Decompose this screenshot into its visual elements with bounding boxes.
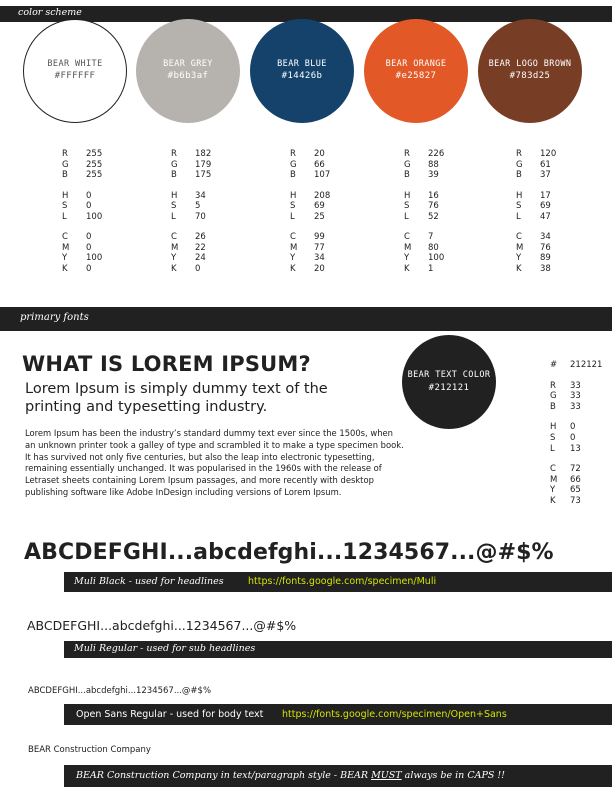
label-k: K (404, 263, 410, 274)
value-g: 33 (570, 391, 581, 402)
font-specimen-open-sans: ABCDEFGHI...abcdefghi...1234567...@#$% (28, 686, 212, 696)
value-hash: 212121 (570, 360, 603, 370)
swatch-bear-orange (364, 19, 468, 123)
hsl-values (404, 191, 444, 223)
label-b: B (171, 170, 177, 180)
value-m: 76 (540, 242, 551, 253)
value-s: 0 (86, 201, 92, 211)
label-c: C (171, 232, 177, 242)
color-scheme-heading: color scheme (18, 7, 82, 18)
label-g: G (516, 159, 523, 170)
sample-subhead: Lorem Ipsum is simply dummy text of the printing and typesetting industry. (25, 381, 328, 415)
label-h: H (550, 422, 557, 433)
value-r: 20 (314, 149, 325, 159)
label-l: L (404, 211, 409, 222)
swatch-hex: #FFFFFF (54, 71, 96, 82)
label-s: S (516, 201, 522, 211)
label-k: K (171, 263, 177, 274)
label-b: B (290, 170, 296, 180)
value-g: 88 (428, 159, 439, 170)
label-g: G (404, 159, 411, 170)
value-l: 70 (195, 211, 206, 222)
value-r: 182 (195, 149, 212, 159)
value-c: 0 (86, 232, 92, 242)
label-g: G (550, 391, 557, 402)
label-s: S (62, 201, 68, 211)
label-s: S (171, 201, 177, 211)
value-l: 100 (86, 211, 103, 222)
swatch-hex: #14426b (281, 71, 323, 82)
swatch-name: BEAR BLUE (277, 59, 327, 70)
label-b: B (516, 170, 522, 180)
label-h: H (404, 190, 411, 201)
value-l: 25 (314, 211, 325, 222)
font-specimen-muli-regular: ABCDEFGHI...abcdefghi...1234567...@#$% (27, 618, 297, 633)
value-r: 120 (540, 149, 557, 159)
label-c: C (404, 232, 410, 242)
swatch-hex: #b6b3af (167, 71, 209, 82)
label-k: K (550, 495, 556, 506)
hsl-values (550, 422, 602, 454)
sample-body-paragraph: Lorem Ipsum has been the industry’s standard dummy text ever since the 1500s, when an unknown printer took a galley of type and scrambled it to make a type specimen book. It has survived not only five centuries, but also the leap into electronic typesetting, remaining essentially unchanged. It was popularised in the 1960s with the release of Letraset sheets containing Lorem Ipsum passages, and more recently with desktop publishing software like Adobe InDesign including versions of Lorem Ipsum. (25, 428, 404, 497)
label-y: Y (516, 253, 522, 263)
value-b: 255 (86, 170, 103, 180)
label-g: G (171, 159, 178, 170)
value-r: 226 (428, 149, 445, 159)
value-l: 47 (540, 211, 551, 222)
value-h: 16 (428, 190, 439, 201)
value-y: 34 (314, 253, 325, 263)
label-hash: # (550, 360, 558, 370)
label-g: G (62, 159, 69, 170)
hsl-values (171, 191, 211, 223)
hsl-values (516, 191, 556, 223)
label-l: L (290, 211, 295, 222)
color-values-bear-logo-brown (516, 149, 556, 284)
rgb-values (62, 149, 102, 181)
value-k: 73 (570, 495, 581, 506)
label-r: R (404, 149, 410, 159)
value-b: 107 (314, 170, 331, 180)
label-b: B (550, 401, 556, 412)
value-s: 76 (428, 201, 439, 211)
company-note (76, 770, 505, 781)
swatch-name: BEAR TEXT COLOR (407, 369, 491, 380)
hash-value (550, 360, 602, 371)
label-r: R (171, 149, 177, 159)
label-k: K (516, 263, 522, 274)
color-values-bear-text (550, 360, 602, 517)
label-s: S (290, 201, 296, 211)
font-label-muli-regular: Muli Regular - used for sub headlines (74, 643, 256, 654)
label-m: M (404, 242, 412, 253)
value-s: 5 (195, 201, 201, 211)
swatch-name: BEAR GREY (163, 59, 213, 70)
label-r: R (516, 149, 522, 159)
sample-headline: WHAT IS LOREM IPSUM? (22, 352, 311, 376)
swatch-hex: #783d25 (509, 71, 551, 82)
cmyk-values (550, 464, 602, 506)
label-h: H (290, 190, 297, 201)
value-c: 99 (314, 232, 325, 242)
label-c: C (62, 232, 68, 242)
rgb-values (404, 149, 444, 181)
value-c: 72 (570, 464, 581, 475)
value-g: 255 (86, 159, 103, 170)
label-y: Y (290, 253, 296, 263)
value-m: 22 (195, 242, 206, 253)
label-c: C (550, 464, 556, 475)
cmyk-values (516, 232, 556, 274)
value-y: 100 (86, 253, 103, 263)
value-h: 0 (86, 190, 92, 201)
hsl-values (62, 191, 102, 223)
value-h: 0 (570, 422, 576, 433)
swatch-bear-text-color (402, 335, 496, 429)
label-h: H (62, 190, 69, 201)
font-specimen-muli-black: ABCDEFGHI...abcdefghi...1234567...@#$% (24, 540, 554, 565)
color-values-bear-white (62, 149, 102, 284)
label-y: Y (171, 253, 177, 263)
value-s: 0 (570, 432, 576, 443)
label-m: M (550, 474, 558, 485)
label-l: L (516, 211, 521, 222)
rgb-values (550, 381, 602, 413)
label-m: M (290, 242, 298, 253)
value-g: 179 (195, 159, 212, 170)
label-k: K (62, 263, 68, 274)
label-g: G (290, 159, 297, 170)
label-c: C (516, 232, 522, 242)
value-s: 69 (540, 201, 551, 211)
font-label-open-sans: Open Sans Regular - used for body text (76, 709, 264, 720)
font-label-bar-open-sans (64, 704, 612, 725)
label-y: Y (404, 253, 410, 263)
font-label-muli-black: Muli Black - used for headlines (74, 576, 224, 587)
swatch-bear-white (23, 19, 127, 123)
value-s: 69 (314, 201, 325, 211)
value-y: 89 (540, 253, 551, 263)
swatch-hex: #e25827 (395, 71, 437, 82)
swatch-bear-blue (250, 19, 354, 123)
label-k: K (290, 263, 296, 274)
swatch-name: BEAR WHITE (47, 59, 103, 70)
value-y: 24 (195, 253, 206, 263)
value-c: 26 (195, 232, 206, 242)
value-k: 0 (195, 263, 201, 274)
color-values-bear-grey (171, 149, 211, 284)
value-b: 37 (540, 170, 551, 180)
rgb-values (290, 149, 330, 181)
cmyk-values (290, 232, 330, 274)
value-r: 255 (86, 149, 103, 159)
label-y: Y (62, 253, 68, 263)
label-r: R (290, 149, 296, 159)
cmyk-values (171, 232, 211, 274)
company-note-bar (64, 765, 612, 787)
value-y: 100 (428, 253, 445, 263)
swatch-bear-grey (136, 19, 240, 123)
value-h: 34 (195, 190, 206, 201)
font-label-bar-muli-regular (64, 641, 612, 658)
value-k: 38 (540, 263, 551, 274)
value-h: 17 (540, 190, 551, 201)
label-l: L (62, 211, 67, 222)
label-m: M (171, 242, 179, 253)
value-m: 0 (86, 242, 92, 253)
value-k: 0 (86, 263, 92, 274)
cmyk-values (62, 232, 102, 274)
label-b: B (62, 170, 68, 180)
label-r: R (550, 380, 556, 391)
value-r: 33 (570, 380, 581, 391)
swatch-name: BEAR ORANGE (385, 59, 447, 70)
cmyk-values (404, 232, 444, 274)
rgb-values (171, 149, 211, 181)
primary-fonts-heading: primary fonts (20, 312, 89, 323)
label-m: M (62, 242, 70, 253)
company-name-sample: BEAR Construction Company (28, 745, 151, 755)
value-y: 65 (570, 485, 581, 496)
label-y: Y (550, 485, 556, 496)
value-b: 33 (570, 401, 581, 412)
color-values-bear-blue (290, 149, 330, 284)
value-m: 77 (314, 242, 325, 253)
font-label-bar-muli-black (64, 572, 612, 592)
label-l: L (550, 443, 555, 454)
label-c: C (290, 232, 296, 242)
value-c: 34 (540, 232, 551, 242)
label-h: H (171, 190, 178, 201)
swatch-hex: #212121 (428, 382, 470, 393)
value-c: 7 (428, 232, 434, 242)
value-b: 175 (195, 170, 212, 180)
font-link-muli[interactable]: https://fonts.google.com/specimen/Muli (248, 576, 437, 587)
value-m: 80 (428, 242, 439, 253)
value-l: 13 (570, 443, 581, 454)
hsl-values (290, 191, 330, 223)
primary-fonts-header-bar (0, 307, 612, 331)
value-k: 20 (314, 263, 325, 274)
value-k: 1 (428, 263, 434, 274)
label-s: S (404, 201, 410, 211)
label-m: M (516, 242, 524, 253)
value-g: 66 (314, 159, 325, 170)
font-link-open-sans[interactable]: https://fonts.google.com/specimen/Open+Sans (282, 709, 507, 720)
company-note-part: always be in CAPS !! (401, 770, 506, 781)
value-h: 208 (314, 190, 331, 201)
swatch-name: BEAR LOGO BROWN (488, 59, 572, 70)
swatch-bear-logo-brown (478, 19, 582, 123)
value-l: 52 (428, 211, 439, 222)
color-values-bear-orange (404, 149, 444, 284)
value-g: 61 (540, 159, 551, 170)
label-s: S (550, 432, 556, 443)
rgb-values (516, 149, 556, 181)
value-m: 66 (570, 474, 581, 485)
label-h: H (516, 190, 523, 201)
label-r: R (62, 149, 68, 159)
label-l: L (171, 211, 176, 222)
company-note-emphasis: MUST (371, 770, 402, 781)
value-b: 39 (428, 170, 439, 180)
label-b: B (404, 170, 410, 180)
company-note-part: BEAR Construction Company in text/paragraph style - BEAR (76, 770, 372, 781)
